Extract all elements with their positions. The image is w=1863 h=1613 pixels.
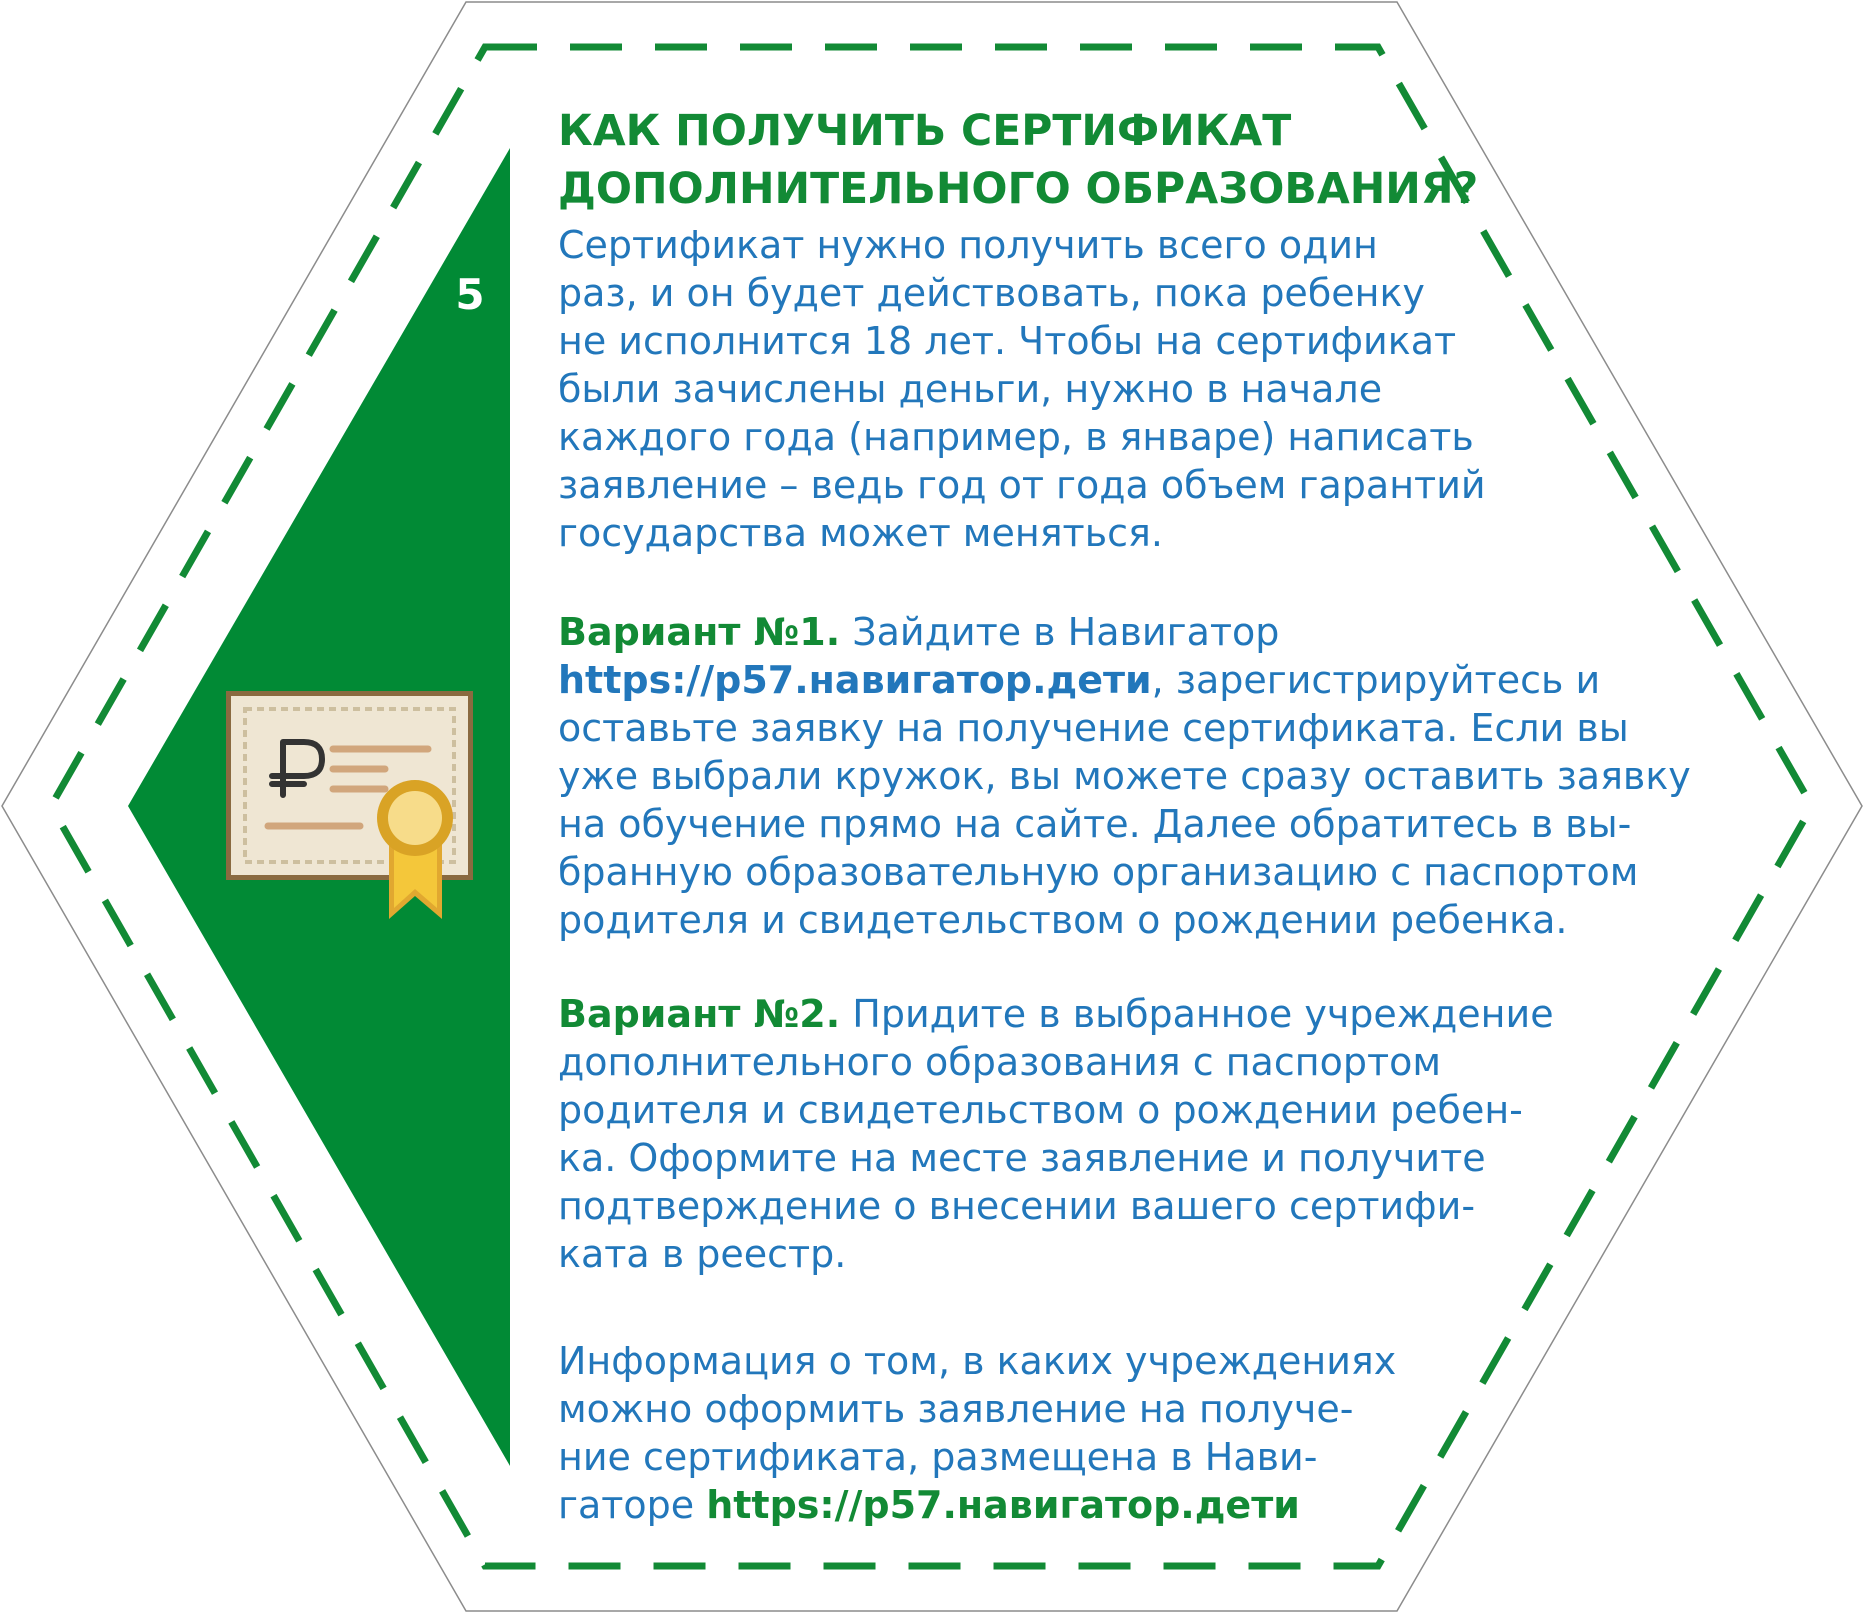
- info-paragraph: [558, 1337, 1758, 1529]
- variant2-paragraph: [558, 990, 1758, 1278]
- navigator-link[interactable]: https://р57.навигатор.дети: [558, 658, 1152, 702]
- variant1-line: бранную образовательную организацию с паспортом: [558, 850, 1639, 894]
- intro-line: заявление – ведь год от года объем гарантий: [558, 463, 1486, 507]
- variant1-intro-text: Зайдите в Навигатор: [840, 610, 1280, 654]
- info-line: можно оформить заявление на получе-: [558, 1387, 1354, 1431]
- intro-line: не исполнится 18 лет. Чтобы на сертификат: [558, 319, 1457, 363]
- step-number: 5: [455, 270, 485, 319]
- navigator-link-bottom[interactable]: https://р57.навигатор.дети: [706, 1483, 1300, 1527]
- variant2-intro-text: Придите в выбранное учреждение: [840, 992, 1554, 1036]
- variant2-line: родителя и свидетельством о рождении ребен-: [558, 1088, 1523, 1132]
- variant1-line: уже выбрали кружок, вы можете сразу оставить заявку: [558, 754, 1691, 798]
- intro-line: Сертификат нужно получить всего один: [558, 223, 1378, 267]
- title-line: КАК ПОЛУЧИТЬ СЕРТИФИКАТ: [558, 107, 1292, 156]
- content-column: [558, 103, 1758, 1529]
- variant1-line: родителя и свидетельством о рождении ребенка.: [558, 898, 1568, 942]
- variant2-label: Вариант №2.: [558, 992, 841, 1036]
- variant2-line: ката в реестр.: [558, 1232, 847, 1276]
- intro-paragraph: [558, 221, 1758, 557]
- variant1-line: оставьте заявку на получение сертификата. Если вы: [558, 706, 1629, 750]
- variant2-line: ка. Оформите на месте заявление и получите: [558, 1136, 1486, 1180]
- info-line: ние сертификата, размещена в Нави-: [558, 1435, 1318, 1479]
- title-line: ДОПОЛНИТЕЛЬНОГО ОБРАЗОВАНИЯ?: [558, 165, 1479, 214]
- intro-line: государства может меняться.: [558, 511, 1163, 555]
- variant1-label: Вариант №1.: [558, 610, 841, 654]
- intro-line: были зачислены деньги, нужно в начале: [558, 367, 1383, 411]
- page-title: [558, 103, 1758, 219]
- info-last-prefix: гаторе: [558, 1483, 707, 1527]
- intro-line: каждого года (например, в январе) написать: [558, 415, 1474, 459]
- variant2-line: подтверждение о внесении вашего сертифи-: [558, 1184, 1476, 1228]
- intro-line: раз, и он будет действовать, пока ребенку: [558, 271, 1425, 315]
- variant1-paragraph: [558, 608, 1758, 944]
- variant1-line-rest: , зарегистрируйтесь и: [1151, 658, 1601, 702]
- info-line: Информация о том, в каких учреждениях: [558, 1339, 1397, 1383]
- variant1-line: на обучение прямо на сайте. Далее обратитесь в вы-: [558, 802, 1632, 846]
- variant2-line: дополнительного образования с паспортом: [558, 1040, 1441, 1084]
